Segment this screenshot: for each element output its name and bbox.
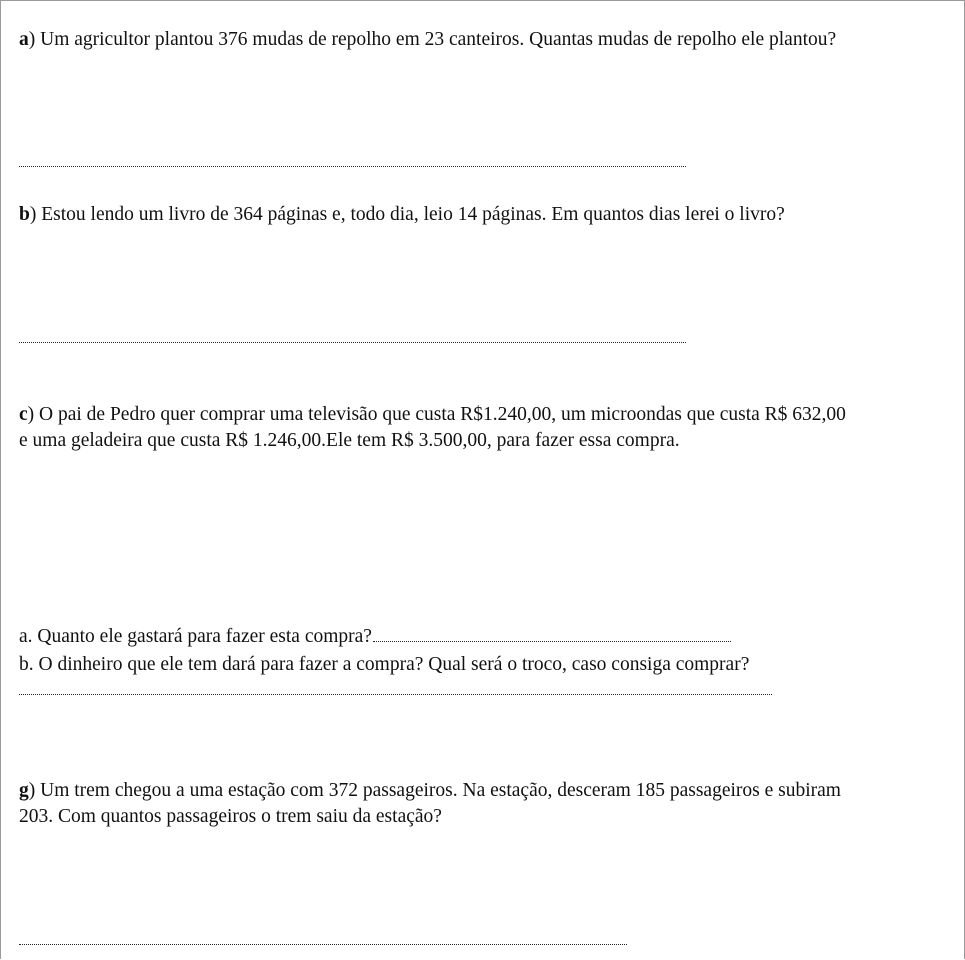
question-c-sub-a — [19, 624, 731, 650]
question-c-text-line1: ) O pai de Pedro quer comprar uma televisão que custa R$1.240,00, um microondas que custa R$ 632,00 — [27, 404, 846, 425]
answer-line-b[interactable] — [19, 342, 686, 343]
question-a-letter: a — [19, 29, 29, 50]
answer-line-a[interactable] — [19, 166, 686, 167]
question-g-text-line2: 203. Com quantos passageiros o trem saiu da estação? — [19, 806, 442, 827]
question-g-text-line1: ) Um trem chegou a uma estação com 372 passageiros. Na estação, desceram 185 passageiros e subiram — [28, 780, 841, 801]
question-a — [19, 27, 836, 53]
answer-line-c-a[interactable] — [373, 641, 731, 642]
question-c-letter: c — [19, 404, 28, 425]
question-g-letter: g — [19, 780, 29, 801]
question-b-text: ) Estou lendo um livro de 364 páginas e, todo dia, leio 14 páginas. Em quantos dias lerei o livro? — [29, 204, 785, 225]
question-c-sub-a-text: a. Quanto ele gastará para fazer esta compra? — [19, 626, 372, 647]
answer-line-g[interactable] — [19, 944, 627, 945]
answer-line-c-b[interactable] — [19, 694, 772, 695]
question-b — [19, 202, 785, 228]
question-c-sub-b — [19, 652, 749, 678]
question-c-sub-b-text: b. O dinheiro que ele tem dará para fazer a compra? Qual será o troco, caso consiga comprar? — [19, 654, 750, 675]
question-c-text-line2: e uma geladeira que custa R$ 1.246,00.Ele tem R$ 3.500,00, para fazer essa compra. — [19, 430, 680, 451]
question-c-line1 — [19, 402, 846, 428]
question-g-line2 — [19, 804, 442, 830]
question-g-line1 — [19, 778, 841, 804]
question-b-letter: b — [19, 204, 30, 225]
question-a-text: ) Um agricultor plantou 376 mudas de repolho em 23 canteiros. Quantas mudas de repolho ele plantou? — [28, 29, 837, 50]
question-c-line2 — [19, 428, 680, 454]
